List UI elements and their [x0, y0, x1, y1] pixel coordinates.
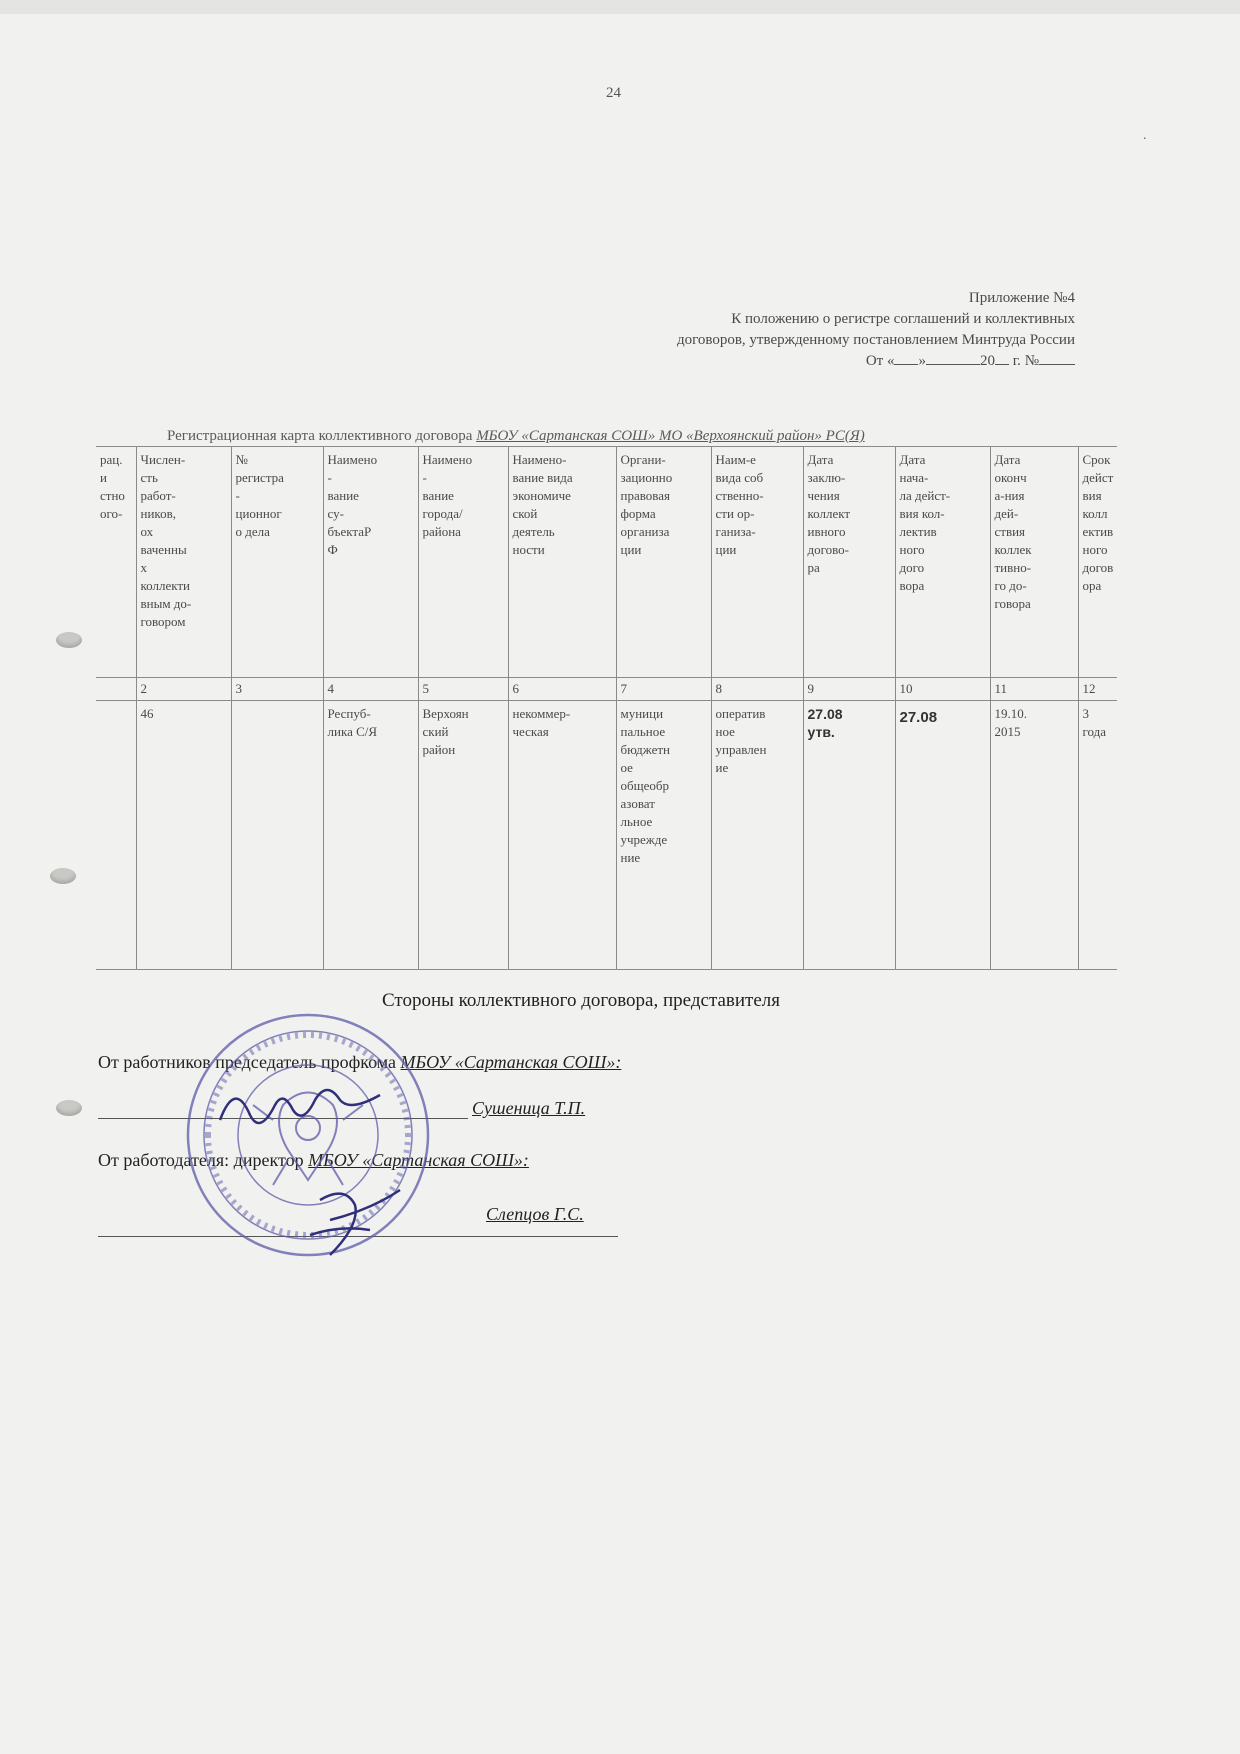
data-cell: некоммер- ческая	[508, 701, 616, 970]
column-number	[96, 678, 136, 701]
card-title	[167, 428, 865, 445]
appendix-line-1: Приложение №4	[968, 290, 1075, 306]
page-top-edge	[0, 0, 1240, 14]
number-blank	[1039, 364, 1075, 365]
employer-name: Слепцов Г.С.	[486, 1204, 584, 1224]
punch-hole	[56, 632, 82, 648]
employer-prefix: От работодателя: директор	[98, 1150, 309, 1170]
appendix-header	[677, 288, 1075, 372]
column-number: 8	[711, 678, 803, 701]
page-number: 24	[606, 85, 621, 101]
column-number: 7	[616, 678, 711, 701]
workers-org: МБОУ «Сартанская СОШ»:	[400, 1052, 622, 1072]
column-number: 6	[508, 678, 616, 701]
column-number: 3	[231, 678, 323, 701]
header-cell: Наимено- вание вида экономиче ской деятель ности	[508, 447, 616, 678]
workers-signature	[210, 1075, 390, 1145]
date-close-quote: »	[918, 353, 926, 369]
column-number: 12	[1078, 678, 1117, 701]
column-number: 4	[323, 678, 418, 701]
column-number: 2	[136, 678, 231, 701]
year-blank	[995, 364, 1009, 365]
data-cell: 46	[136, 701, 231, 970]
data-cell: 27.08 утв.	[803, 701, 895, 970]
column-number: 5	[418, 678, 508, 701]
header-cell: Числен- сть работ- ников, ох ваченны х коллекти вным до- говором	[136, 447, 231, 678]
header-cell: Срок дейст вия колл ектив ного догов ора	[1078, 447, 1117, 678]
header-cell: Наим-е вида соб ственно- сти ор- ганиза- ции	[711, 447, 803, 678]
data-cell	[96, 701, 136, 970]
year-prefix: 20	[979, 353, 995, 369]
header-cell: рац. и стно ого-	[96, 447, 136, 678]
data-cell: 27.08	[895, 701, 990, 970]
header-cell: Наимено - вание города/ района	[418, 447, 508, 678]
data-cell: муници пальное бюджетн ое общеобр азоват льное учрежде ние	[616, 701, 711, 970]
column-number: 10	[895, 678, 990, 701]
workers-prefix: От работников председатель профкома	[98, 1052, 401, 1072]
appendix-line-3: договоров, утвержденному постановлением Минтруда России	[676, 332, 1075, 348]
date-open-quote: От «	[865, 353, 895, 369]
data-cell: оператив ное управлен ие	[711, 701, 803, 970]
header-cell: Дата оконч а-ния дей- ствия коллек тивно- го до- говора	[990, 447, 1078, 678]
day-blank	[894, 364, 918, 365]
punch-hole	[50, 868, 76, 884]
appendix-line-2: К положению о регистре соглашений и коллективных	[731, 311, 1075, 327]
column-number-row	[96, 678, 1117, 701]
data-cell: 19.10. 2015	[990, 701, 1078, 970]
header-cell: Дата нача- ла дейст- вия кол- лектив ного дого вора	[895, 447, 990, 678]
employer-signature	[290, 1180, 410, 1260]
header-cell: Наимено - вание су- бъектаР Ф	[323, 447, 418, 678]
header-cell: Дата заклю- чения коллект ивного догово- ра	[803, 447, 895, 678]
card-title-org: МБОУ «Сартанская СОШ» МО «Верхоянский район» РС(Я)	[476, 428, 865, 444]
header-cell: Органи- зационно правовая форма организа ции	[616, 447, 711, 678]
appendix-line-4	[677, 351, 1075, 372]
dot-mark: .	[1143, 128, 1147, 143]
punch-hole	[56, 1100, 82, 1116]
header-row	[96, 447, 1117, 678]
registration-table	[96, 446, 1117, 970]
number-sign: №	[1024, 353, 1039, 369]
parties-title: Стороны коллективного договора, представителя	[382, 990, 781, 1011]
header-cell: № регистра - ционног о дела	[231, 447, 323, 678]
column-number: 9	[803, 678, 895, 701]
data-cell: 3 года	[1078, 701, 1117, 970]
card-title-prefix: Регистрационная карта коллективного договора	[167, 428, 477, 444]
employer-org: МБОУ «Сартанская СОШ»:	[308, 1150, 529, 1170]
column-number: 11	[990, 678, 1078, 701]
data-cell: Респуб- лика С/Я	[323, 701, 418, 970]
year-suffix: г.	[1012, 353, 1021, 369]
data-cell: Верхоян ский район	[418, 701, 508, 970]
workers-name: Сушеница Т.П.	[472, 1098, 586, 1118]
month-blank	[926, 364, 980, 365]
data-cell	[231, 701, 323, 970]
data-row	[96, 701, 1117, 970]
